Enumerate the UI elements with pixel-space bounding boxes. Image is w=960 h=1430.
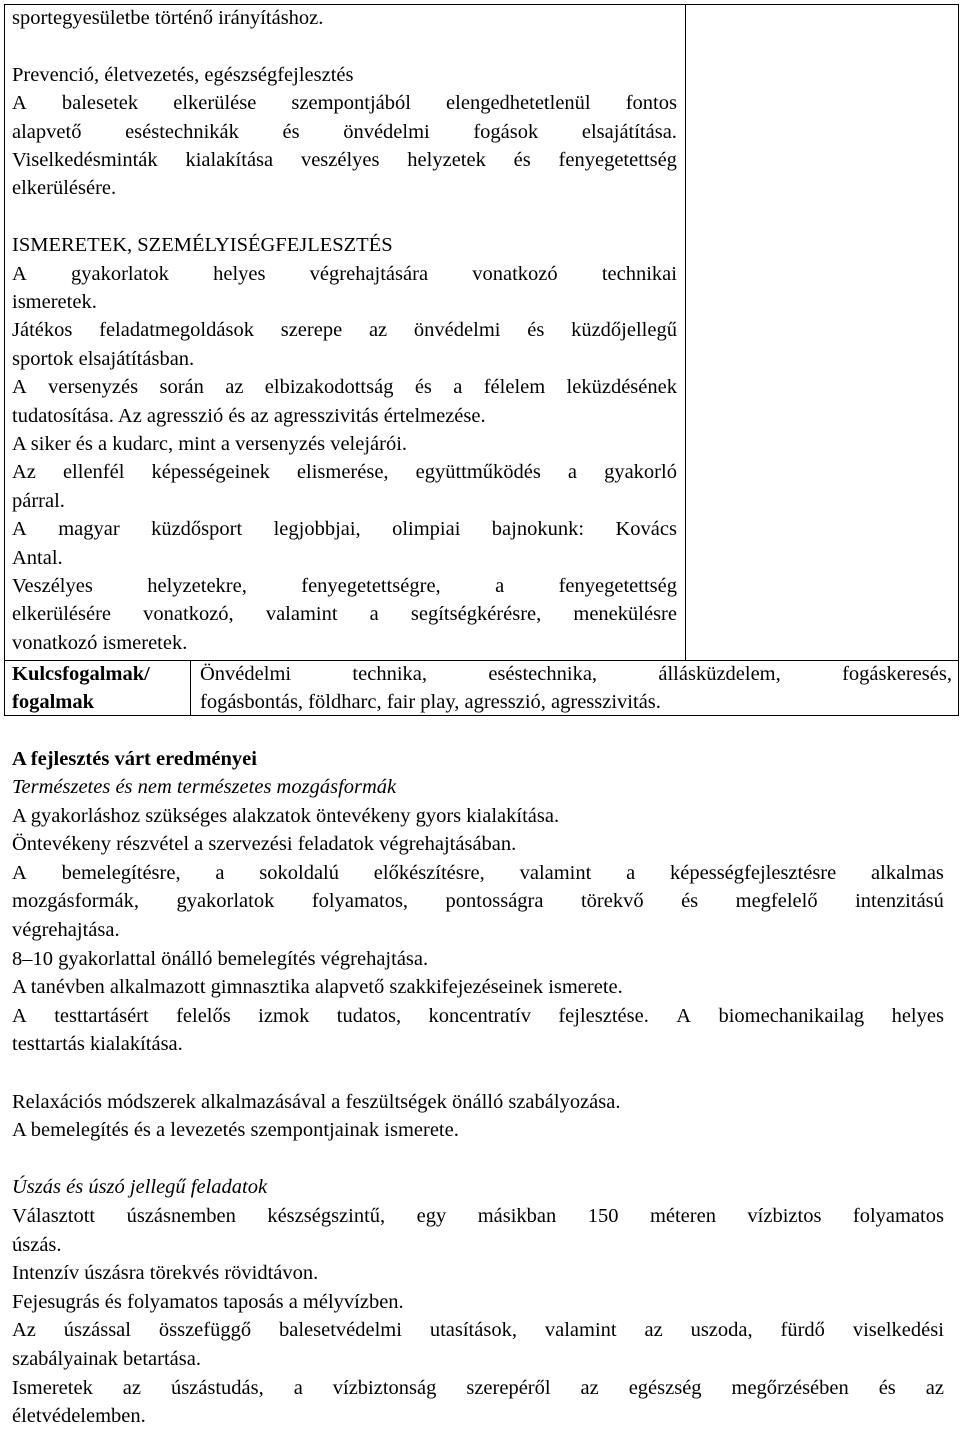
table-text-line: sportegyesületbe történő irányításhoz. xyxy=(12,7,324,29)
results-text-line: A tanévben alkalmazott gimnasztika alapvető szakkifejezéseinek ismerete. xyxy=(12,976,623,999)
table-text-line: Viselkedésminták kialakítása veszélyes helyzetek és fenyegetettség xyxy=(12,149,677,171)
results-text-line: A gyakorláshoz szükséges alakzatok öntevékeny gyors kialakítása. xyxy=(12,804,560,827)
results-text-line: Az úszással összefüggő balesetvédelmi utasítások, valamint az uszoda, fürdő viselkedési xyxy=(12,1319,944,1342)
table-text-line: A versenyzés során az elbizakodottság és a félelem leküzdésének xyxy=(12,376,677,399)
results-text-line: A bemelegítésre, a sokoldalú előkészítésre, valamint a képességfejlesztésre alkalmas xyxy=(12,861,944,884)
results-text-line: Relaxációs módszerek alkalmazásával a feszültségek önálló szabályozása. xyxy=(12,1090,621,1113)
results-text-line: Intenzív úszásra törekvés rövidtávon. xyxy=(12,1262,319,1285)
table-text-line: Az ellenfél képességeinek elismerése, együttműködés a gyakorló xyxy=(12,461,677,484)
table-text-line: vonatkozó ismeretek. xyxy=(12,631,188,654)
results-text-line: 8–10 gyakorlattal önálló bemelegítés végrehajtása. xyxy=(12,947,429,970)
results-text-line: Öntevékeny részvétel a szervezési feladatok végrehajtásában. xyxy=(12,833,517,856)
table-text-line: A magyar küzdősport legjobbjai, olimpiai bajnokunk: Kovács xyxy=(12,518,677,541)
table-text-line: A balesetek elkerülése szempontjából elengedhetetlenül fontos xyxy=(12,92,677,115)
results-text-line: Fejesugrás és folyamatos taposás a mélyvízben. xyxy=(12,1290,404,1313)
table-text-line: ISMERETEK, SZEMÉLYISÉGFEJLESZTÉS xyxy=(12,234,393,257)
table-border-key-divider xyxy=(190,660,191,716)
results-heading: A fejlesztés várt eredményei xyxy=(12,748,257,770)
table-border-middle xyxy=(685,4,686,660)
table-text-line: A gyakorlatok helyes végrehajtására vonatkozó technikai xyxy=(12,262,677,285)
results-text-line: A bemelegítés és a levezetés szempontjainak ismerete. xyxy=(12,1119,459,1142)
key-concepts-text-2: fogásbontás, földharc, fair play, agresszió, agresszivitás. xyxy=(200,691,661,713)
table-text-line: elkerülésére vonatkozó, valamint a segítségkérésre, menekülésre xyxy=(12,603,677,626)
results-text-line: végrehajtása. xyxy=(12,919,120,941)
results-text-line: Választott úszásnemben készségszintű, egy másikban 150 méteren vízbiztos folyamatos xyxy=(12,1205,944,1227)
table-text-line: A siker és a kudarc, mint a versenyzés velejárói. xyxy=(12,433,408,455)
results-text-line: testtartás kialakítása. xyxy=(12,1033,183,1056)
results-text-line: életvédelemben. xyxy=(12,1405,146,1428)
table-text-line: Játékos feladatmegoldások szerepe az önvédelmi és küzdőjellegű xyxy=(12,319,677,342)
table-text-line: sportok elsajátításban. xyxy=(12,347,195,370)
key-concepts-label-2: fogalmak xyxy=(12,691,94,713)
table-text-line: ismeretek. xyxy=(12,291,97,313)
results-text-line: Ismeretek az úszástudás, a vízbiztonság szerepéről az egészség megőrzésében és az xyxy=(12,1376,944,1399)
results-subheading: Úszás és úszó jellegű feladatok xyxy=(12,1176,268,1199)
results-text-line: úszás. xyxy=(12,1233,62,1256)
table-text-line: Prevenció, életvezetés, egészségfejlesztés xyxy=(12,63,354,86)
table-text-line: tudatosítása. Az agresszió és az agresszivitás értelmezése. xyxy=(12,404,486,427)
results-text-line: szabályainak betartása. xyxy=(12,1348,201,1370)
results-subheading: Természetes és nem természetes mozgásformák xyxy=(12,776,397,798)
table-text-line: alapvető eséstechnikák és önvédelmi fogások elsajátítása. xyxy=(12,120,677,143)
results-text-line: A testtartásért felelős izmok tudatos, koncentratív fejlesztése. A biomechanikailag helyes xyxy=(12,1004,944,1027)
table-text-line: Antal. xyxy=(12,546,63,569)
key-concepts-label: Kulcsfogalmak/ xyxy=(12,663,150,685)
table-text-line: Veszélyes helyzetekre, fenyegetettségre, a fenyegetettség xyxy=(12,575,677,597)
key-concepts-text: Önvédelmi technika, eséstechnika, állásküzdelem, fogáskeresés, xyxy=(200,663,952,685)
table-border-right xyxy=(958,4,959,716)
table-text-line: elkerülésére. xyxy=(12,177,117,200)
table-border-left xyxy=(4,4,5,716)
table-text-line: párral. xyxy=(12,489,65,512)
results-text-line: mozgásformák, gyakorlatok folyamatos, pontosságra törekvő és megfelelő intenzitású xyxy=(12,890,944,913)
